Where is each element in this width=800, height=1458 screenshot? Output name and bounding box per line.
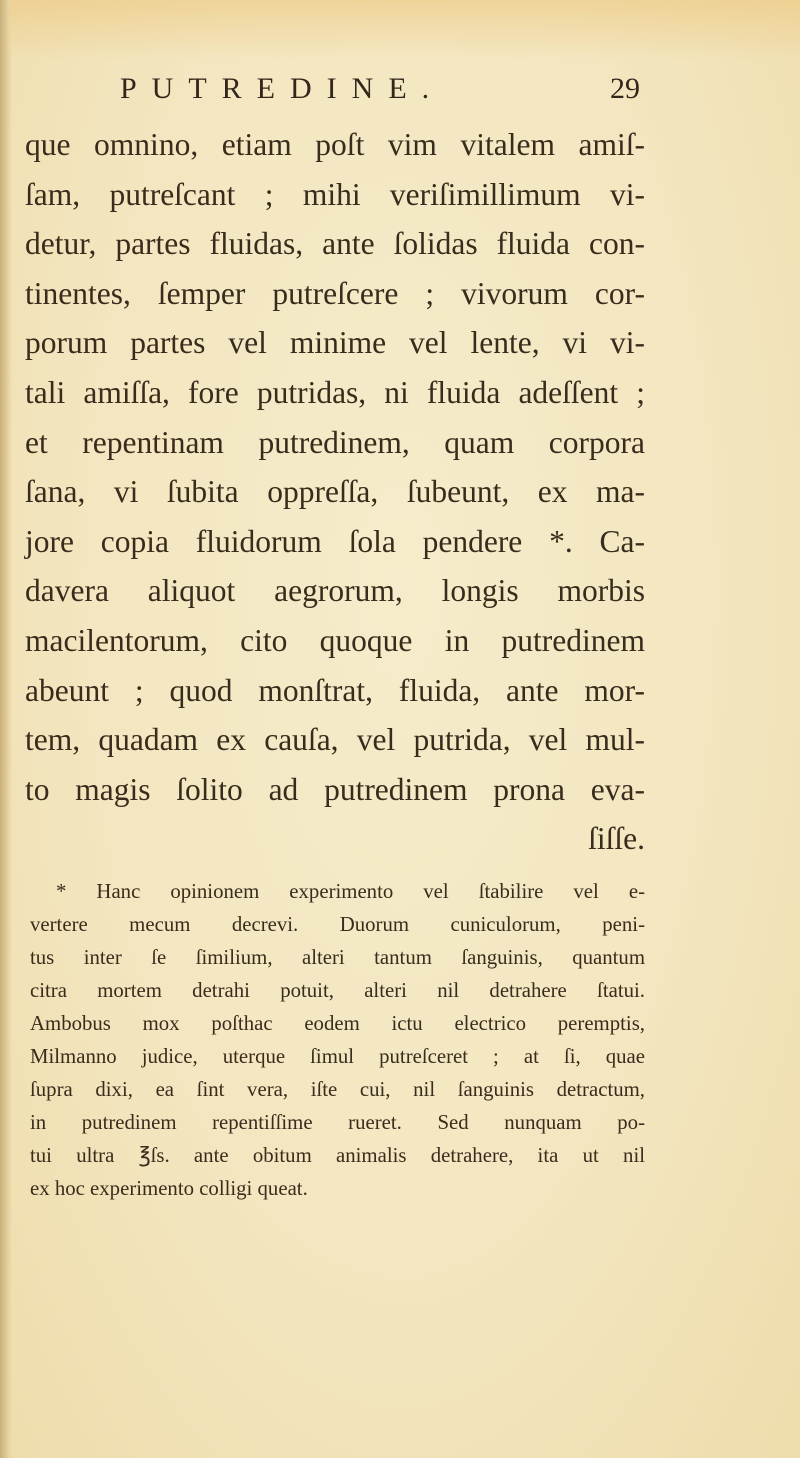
footnote-line: * Hanc opinionem experimento vel ſtabilire vel e-	[56, 880, 645, 903]
page-edge	[0, 0, 12, 1458]
page-tint	[0, 0, 800, 60]
footnote-line: in putredinem repentiſſime rueret. Sed nunquam po-	[30, 1111, 645, 1134]
text-line: ſam, putreſcant ; mihi veriſimillimum vi-	[25, 176, 645, 212]
footnote-line: Ambobus mox poſthac eodem ictu electrico peremptis,	[30, 1012, 645, 1035]
text-line: ſana, vi ſubita oppreſſa, ſubeunt, ex ma-	[25, 474, 645, 510]
footnote-line: ſupra dixi, ea ſint vera, iſte cui, nil ſanguinis detractum,	[30, 1078, 645, 1101]
text-line: et repentinam putredinem, quam corpora	[25, 424, 645, 460]
text-line: jore copia fluidorum ſola pendere *. Ca-	[25, 523, 645, 559]
text-line: ſiſſe.	[588, 821, 645, 857]
text-line: tem, quadam ex cauſa, vel putrida, vel mul-	[25, 722, 645, 758]
text-line: abeunt ; quod monſtrat, fluida, ante mor-	[25, 672, 645, 708]
footnote	[30, 875, 645, 1205]
text-line: macilentorum, cito quoque in putredinem	[25, 622, 645, 658]
footnote-line: tui ultra ℥ſs. ante obitum animalis detrahere, ita ut nil	[30, 1144, 645, 1167]
footnote-line: Milmanno judice, uterque ſimul putreſceret ; at ſi, quae	[30, 1045, 645, 1068]
footnote-line: tus inter ſe ſimilium, alteri tantum ſanguinis, quantum	[30, 946, 645, 969]
running-head	[120, 72, 650, 112]
text-line: tinentes, ſemper putreſcere ; vivorum cor-	[25, 275, 645, 311]
running-title: PUTREDINE.	[120, 72, 445, 105]
text-line: to magis ſolito ad putredinem prona eva-	[25, 771, 645, 807]
footnote-line: vertere mecum decrevi. Duorum cuniculorum, peni-	[30, 913, 645, 936]
text-line: davera aliquot aegrorum, longis morbis	[25, 573, 645, 609]
text-line: porum partes vel minime vel lente, vi vi-	[25, 325, 645, 361]
text-line: que omnino, etiam poſt vim vitalem amiſ-	[25, 127, 645, 162]
text-line: tali amiſſa, fore putridas, ni fluida adeſſent ;	[25, 374, 645, 410]
footnote-line: ex hoc experimento colligi queat.	[30, 1177, 308, 1200]
footnote-line: citra mortem detrahi potuit, alteri nil detrahere ſtatui.	[30, 979, 645, 1002]
page-number: 29	[610, 72, 640, 105]
main-text	[25, 120, 645, 864]
text-line: detur, partes fluidas, ante ſolidas fluida con-	[25, 226, 645, 262]
